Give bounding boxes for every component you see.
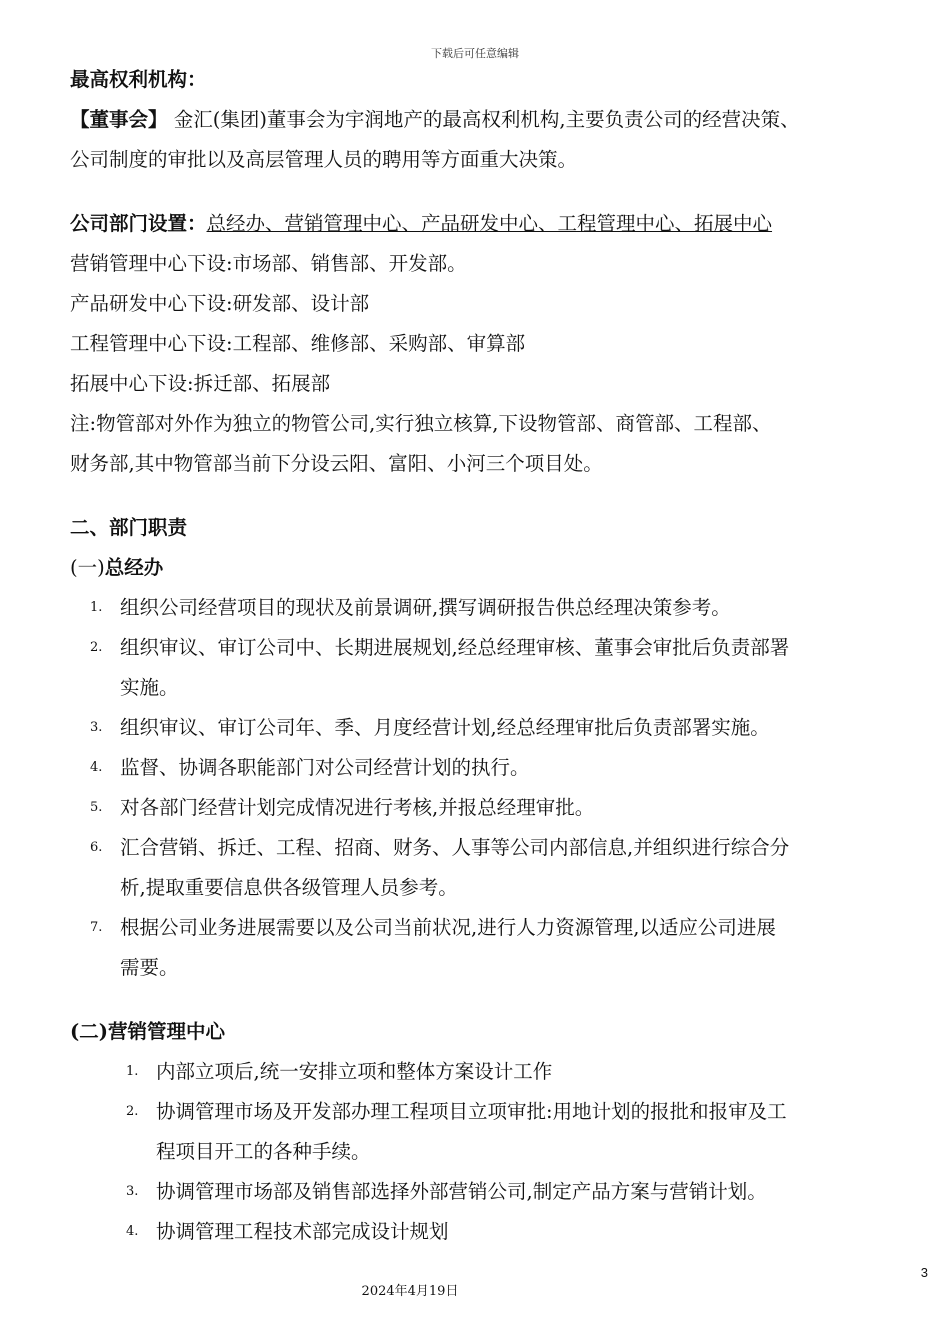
list-text: 对各部门经营计划完成情况进行考核,并报总经理审批。 <box>120 796 595 819</box>
list-number: 6. <box>90 840 103 855</box>
list-text: 组织公司经营项目的现状及前景调研,撰写调研报告供总经理决策参考。 <box>120 596 731 619</box>
list-text-continued: 实施。 <box>120 676 179 699</box>
list-number: 3. <box>126 1184 139 1199</box>
list-number: 7. <box>90 920 103 935</box>
subsection-1-heading <box>70 548 940 588</box>
list-number: 2. <box>126 1104 139 1119</box>
list-text: 组织审议、审订公司中、长期进展规划,经总经理审核、董事会审批后负责部署 <box>120 636 790 659</box>
list-number: 2. <box>90 640 103 655</box>
list-item <box>70 1212 940 1252</box>
list-text-continued: 析,提取重要信息供各级管理人员参考。 <box>120 876 458 899</box>
authority-title: 最高权利机构： <box>70 68 207 91</box>
list-item <box>70 1092 940 1132</box>
list-item <box>70 628 940 668</box>
list-text: 根据公司业务进展需要以及公司当前状况,进行人力资源管理,以适应公司进展 <box>120 916 776 939</box>
board-text-1: 金汇(集团)董事会为宇润地产的最高权利机构,主要负责公司的经营决策、 <box>167 108 800 131</box>
list-number: 5. <box>90 800 103 815</box>
list-number: 4. <box>126 1224 139 1239</box>
board-line-1 <box>70 100 940 140</box>
list-number: 1. <box>90 600 103 615</box>
dept-note-line: 注:物管部对外作为独立的物管公司,实行独立核算,下设物管部、商管部、工程部、 <box>70 412 772 435</box>
list-number: 1. <box>126 1064 139 1079</box>
list-item <box>70 908 940 948</box>
list-item <box>70 1172 940 1212</box>
list-item <box>70 748 940 788</box>
board-line-2: 公司制度的审批以及高层管理人员的聘用等方面重大决策。 <box>70 148 578 171</box>
page-number: 3 <box>920 1265 928 1280</box>
dept-line: 营销管理中心下设:市场部、销售部、开发部。 <box>70 252 467 275</box>
dept-line: 产品研发中心下设:研发部、设计部 <box>70 292 370 315</box>
list-text: 协调管理市场部及销售部选择外部营销公司,制定产品方案与营销计划。 <box>156 1180 767 1203</box>
departments-line <box>70 204 940 244</box>
page-header: 下载后可任意编辑 <box>431 47 519 60</box>
departments-list: 总经办、营销管理中心、产品研发中心、工程管理中心、拓展中心 <box>206 212 773 235</box>
footer-date: 2024年4月19日 <box>361 1284 459 1299</box>
section-title: 二、部门职责 <box>70 516 188 539</box>
list-number: 4. <box>90 760 103 775</box>
list-item <box>70 588 940 628</box>
list-number: 3. <box>90 720 103 735</box>
dept-note-line: 财务部,其中物管部当前下分设云阳、富阳、小河三个项目处。 <box>70 452 603 475</box>
document-body <box>70 60 940 1252</box>
subsection-1-title: 总经办 <box>104 556 164 579</box>
list-text: 监督、协调各职能部门对公司经营计划的执行。 <box>120 756 530 779</box>
list-text: 协调管理市场及开发部办理工程项目立项审批:用地计划的报批和报审及工 <box>156 1100 787 1123</box>
subsection-1-prefix: (一) <box>70 556 105 579</box>
list-text: 汇合营销、拆迁、工程、招商、财务、人事等公司内部信息,并组织进行综合分 <box>120 836 790 859</box>
board-label: 【董事会】 <box>70 108 168 131</box>
list-text-continued: 需要。 <box>120 956 179 979</box>
list-text: 协调管理工程技术部完成设计规划 <box>156 1220 449 1243</box>
departments-label: 公司部门设置： <box>70 212 207 235</box>
list-text-continued: 程项目开工的各种手续。 <box>156 1140 371 1163</box>
list-item <box>70 788 940 828</box>
list-item <box>70 708 940 748</box>
list-item <box>70 828 940 868</box>
list-item <box>70 1052 940 1092</box>
list-text: 内部立项后,统一安排立项和整体方案设计工作 <box>156 1060 553 1083</box>
dept-line: 工程管理中心下设:工程部、维修部、采购部、审算部 <box>70 332 526 355</box>
dept-line: 拓展中心下设:拆迁部、拓展部 <box>70 372 331 395</box>
subsection-2-heading: (二)营销管理中心 <box>70 1020 225 1043</box>
list-text: 组织审议、审订公司年、季、月度经营计划,经总经理审批后负责部署实施。 <box>120 716 770 739</box>
